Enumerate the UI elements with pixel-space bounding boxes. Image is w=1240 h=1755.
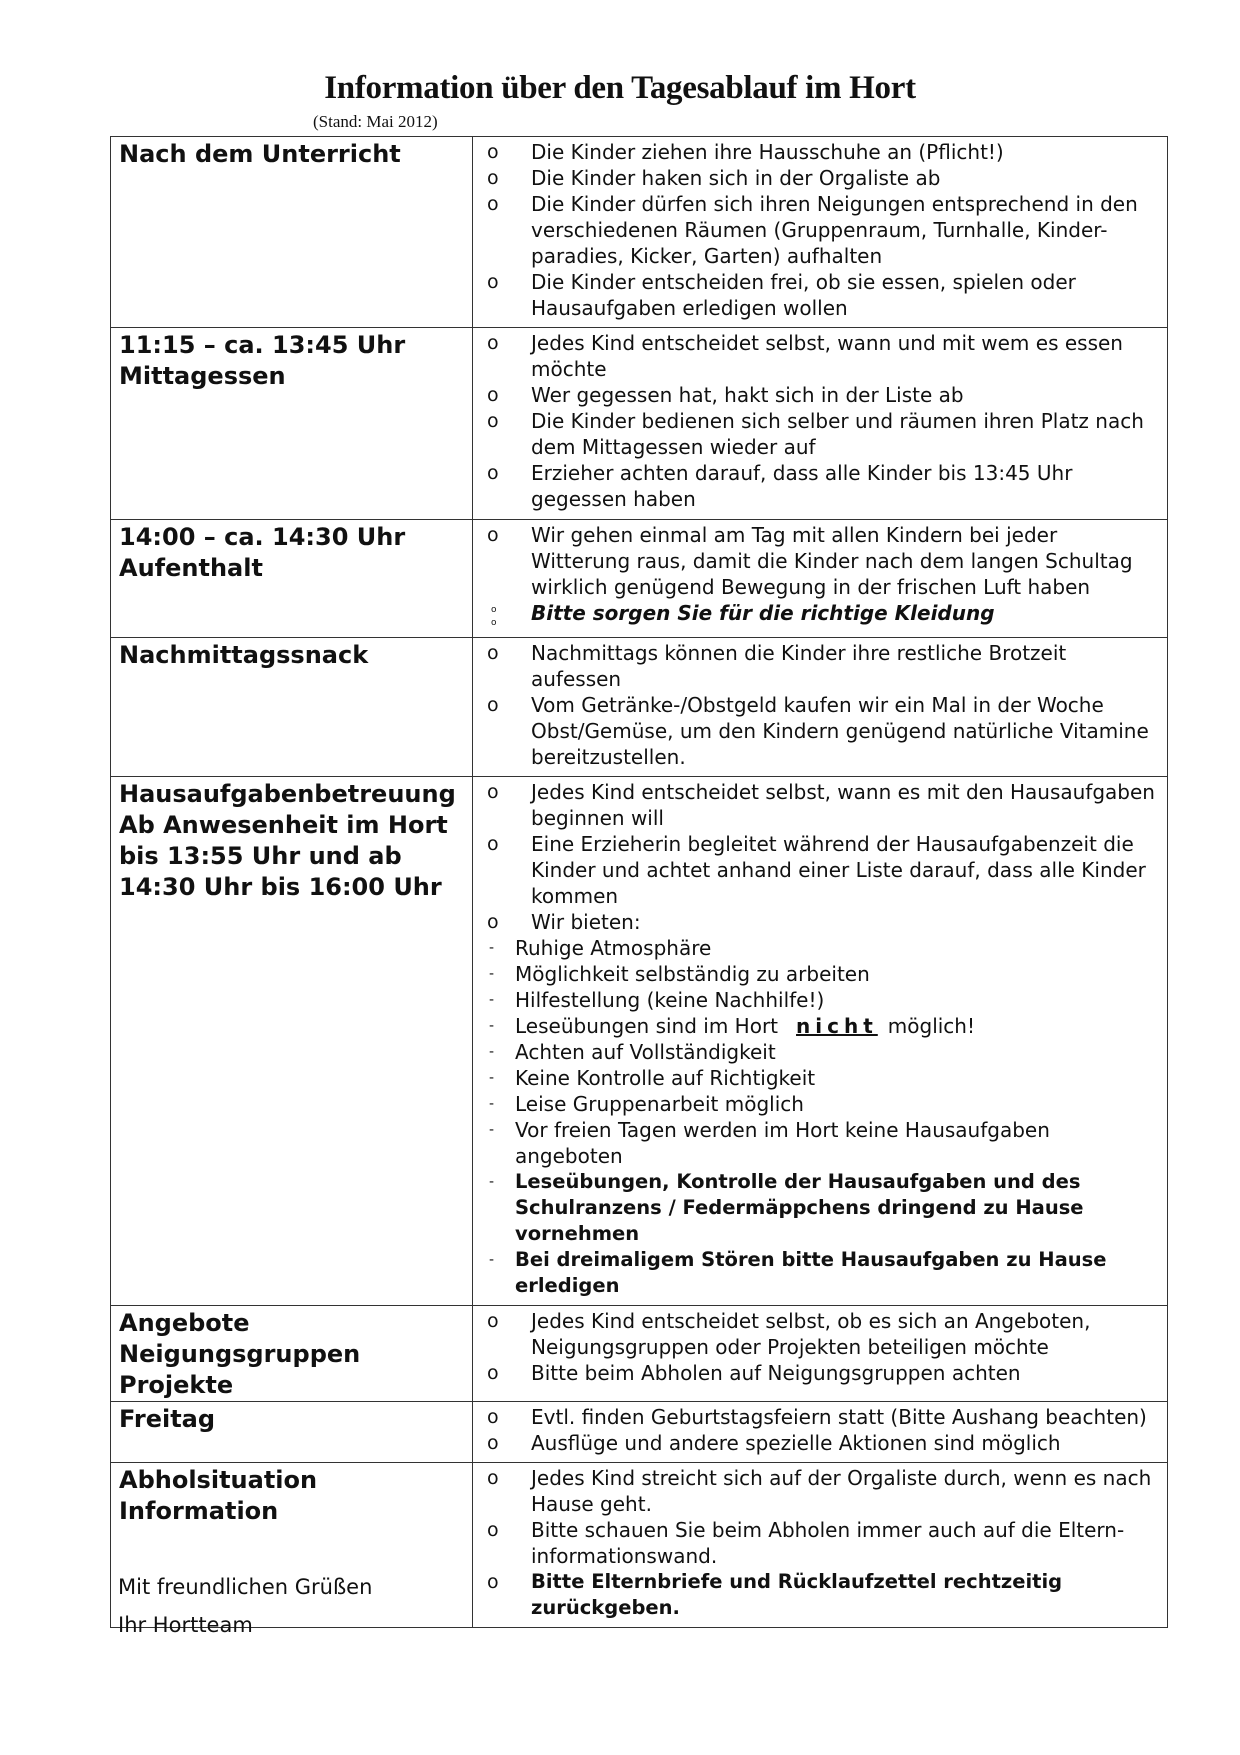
list-item: o Nachmittags können die Kinder ihre restliche Brotzeit aufessen bbox=[487, 641, 1067, 691]
schedule-table bbox=[110, 136, 1168, 1628]
small-bullet-icon: o bbox=[491, 605, 497, 615]
bullet-icon: o bbox=[487, 167, 499, 189]
row-heading-line: Hausaufgabenbetreuung bbox=[119, 780, 456, 808]
row-content bbox=[473, 1306, 1168, 1402]
small-bullet-icon: o bbox=[491, 618, 497, 628]
dash-icon: - bbox=[489, 1122, 495, 1138]
page-title: Information über den Tagesablauf im Hort bbox=[324, 70, 916, 106]
closing-greeting: Mit freundlichen Grüßen bbox=[118, 1575, 373, 1599]
row-content bbox=[473, 520, 1168, 638]
row-heading-line: Angebote bbox=[119, 1309, 250, 1337]
list-item: o Bitte Elternbriefe und Rücklaufzettel rechtzeitig zurückgeben. bbox=[487, 1570, 1063, 1619]
list-item: o Evtl. finden Geburtstagsfeiern statt (Bitte Aushang beachten) bbox=[487, 1405, 1147, 1429]
row-heading bbox=[111, 328, 473, 520]
dash-icon: - bbox=[489, 1252, 495, 1268]
row-heading-line: 14:30 Uhr bis 16:00 Uhr bbox=[119, 873, 442, 901]
row-content bbox=[473, 1402, 1168, 1463]
list-item: o Die Kinder entscheiden frei, ob sie essen, spielen oder Hausaufgaben erledigen wollen bbox=[487, 270, 1076, 320]
row-heading bbox=[111, 520, 473, 638]
sub-list-item: - Leise Gruppenarbeit möglich bbox=[489, 1092, 804, 1116]
row-heading-line: bis 13:55 Uhr und ab bbox=[119, 842, 402, 870]
sub-list-item: - Hilfestellung (keine Nachhilfe!) bbox=[489, 988, 825, 1012]
list-item: o Bitte beim Abholen auf Neigungsgruppen achten bbox=[487, 1361, 1021, 1385]
table-row bbox=[111, 638, 1168, 777]
sub-list-item: - Ruhige Atmosphäre bbox=[489, 936, 712, 960]
row-heading-line: Projekte bbox=[119, 1371, 234, 1399]
row-heading-line: Freitag bbox=[119, 1405, 216, 1433]
list-item: o Die Kinder ziehen ihre Hausschuhe an (Pflicht!) bbox=[487, 140, 1004, 164]
row-heading bbox=[111, 1402, 473, 1463]
bullet-icon: o bbox=[487, 833, 499, 855]
bullet-icon: o bbox=[487, 524, 499, 546]
row-heading-line: Ab Anwesenheit im Hort bbox=[119, 811, 448, 839]
row-heading-line: Neigungsgruppen bbox=[119, 1340, 361, 1368]
bullet-icon: o bbox=[487, 271, 499, 293]
list-item: o Jedes Kind entscheidet selbst, wann es mit den Hausaufgaben beginnen will bbox=[487, 780, 1155, 830]
list-item: o Jedes Kind entscheidet selbst, ob es sich an Angeboten, Neigungsgruppen oder Projekten beteiligen möchte bbox=[487, 1309, 1091, 1359]
table-row bbox=[111, 520, 1168, 638]
dash-icon: - bbox=[489, 1044, 495, 1060]
dash-icon: - bbox=[489, 940, 495, 956]
row-heading bbox=[111, 1306, 473, 1402]
bullet-icon: o bbox=[487, 141, 499, 163]
dash-icon: - bbox=[489, 1018, 495, 1034]
row-heading bbox=[111, 137, 473, 328]
sub-list-item: - Keine Kontrolle auf Richtigkeit bbox=[489, 1066, 816, 1090]
dash-icon: - bbox=[489, 966, 495, 982]
bullet-icon: o bbox=[487, 1432, 499, 1454]
list-item: o Die Kinder bedienen sich selber und räumen ihren Platz nach dem Mittagessen wieder auf bbox=[487, 409, 1144, 459]
list-item: o Ausflüge und andere spezielle Aktionen sind möglich bbox=[487, 1431, 1061, 1455]
bullet-icon: o bbox=[487, 642, 499, 664]
bullet-icon: o bbox=[487, 193, 499, 215]
bullet-icon: o bbox=[487, 1362, 499, 1384]
list-item: o Wir gehen einmal am Tag mit allen Kindern bei jeder Witterung raus, damit die Kinder nach dem langen Schultag wirklich genügend Bewegung in der frischen Luft haben bbox=[487, 523, 1133, 599]
row-heading bbox=[111, 1463, 473, 1628]
bullet-icon: o bbox=[487, 911, 499, 933]
clothing-notice: Bitte sorgen Sie für die richtige Kleidung bbox=[531, 601, 995, 625]
table-row bbox=[111, 1402, 1168, 1463]
bullet-icon: o bbox=[487, 1467, 499, 1489]
sub-list-item: - Bei dreimaligem Stören bitte Hausaufgaben zu Hause erledigen bbox=[489, 1248, 1107, 1297]
bullet-icon: o bbox=[487, 1571, 499, 1593]
row-heading-line: Nachmittagssnack bbox=[119, 641, 369, 669]
dash-icon: - bbox=[489, 1070, 495, 1086]
row-heading bbox=[111, 638, 473, 777]
bullet-icon: o bbox=[487, 410, 499, 432]
bullet-icon: o bbox=[487, 1519, 499, 1541]
list-item bbox=[487, 600, 1159, 626]
row-heading-line: 14:00 – ca. 14:30 Uhr bbox=[119, 523, 406, 551]
dash-icon: - bbox=[489, 1174, 495, 1190]
bullet-icon: o bbox=[487, 462, 499, 484]
row-heading-line: Information bbox=[119, 1497, 279, 1525]
row-heading-line: 11:15 – ca. 13:45 Uhr bbox=[119, 331, 406, 359]
dash-icon: - bbox=[489, 1096, 495, 1112]
row-content bbox=[473, 638, 1168, 777]
row-content bbox=[473, 777, 1168, 1306]
list-item: o Eine Erzieherin begleitet während der Hausaufgabenzeit die Kinder und achtet anhand einer Liste darauf, dass alle Kinder kommen bbox=[487, 832, 1146, 908]
sub-list-item: - Achten auf Vollständigkeit bbox=[489, 1040, 776, 1064]
nicht-emphasis: nicht bbox=[796, 1014, 878, 1038]
row-heading-line: Nach dem Unterricht bbox=[119, 140, 401, 168]
sub-list-item: - Möglichkeit selbständig zu arbeiten bbox=[489, 962, 870, 986]
stand-date: (Stand: Mai 2012) bbox=[313, 112, 438, 131]
closing-signature: Ihr Hortteam bbox=[118, 1613, 253, 1637]
list-item: o Wir bieten: bbox=[487, 910, 641, 934]
list-item: o Die Kinder dürfen sich ihren Neigungen entsprechend in den verschiedenen Räumen (Gruppenraum, Turnhalle, Kinder-paradies, Kicker, Garten) aufhalten bbox=[487, 192, 1138, 268]
dash-icon: - bbox=[489, 992, 495, 1008]
row-heading bbox=[111, 777, 473, 1306]
table-row bbox=[111, 1463, 1168, 1628]
table-row bbox=[111, 1306, 1168, 1402]
bullet-icon: o bbox=[487, 384, 499, 406]
bullet-icon: o bbox=[487, 1310, 499, 1332]
sub-list-item: - Leseübungen sind im Hort nicht möglich! bbox=[489, 1014, 975, 1038]
list-item: o Bitte schauen Sie beim Abholen immer auch auf die Eltern-informationswand. bbox=[487, 1518, 1125, 1568]
bullet-icon: o bbox=[487, 694, 499, 716]
bullet-icon: o bbox=[487, 332, 499, 354]
row-heading-line: Aufenthalt bbox=[119, 554, 263, 582]
list-item: o Die Kinder haken sich in der Orgaliste ab bbox=[487, 166, 941, 190]
row-content bbox=[473, 137, 1168, 328]
table-row bbox=[111, 777, 1168, 1306]
list-item: o Vom Getränke-/Obstgeld kaufen wir ein Mal in der Woche Obst/Gemüse, um den Kindern genügend natürliche Vitamine bereitzustellen. bbox=[487, 693, 1149, 769]
list-item: o Wer gegessen hat, hakt sich in der Liste ab bbox=[487, 383, 964, 407]
row-heading-line: Abholsituation bbox=[119, 1466, 318, 1494]
list-item: o Jedes Kind streicht sich auf der Orgaliste durch, wenn es nach Hause geht. bbox=[487, 1466, 1152, 1516]
table-row bbox=[111, 137, 1168, 328]
sub-list-item: - Leseübungen, Kontrolle der Hausaufgaben und des Schulranzens / Federmäppchens dringend zu Hause vornehmen bbox=[489, 1170, 1084, 1245]
sub-list-item: - Vor freien Tagen werden im Hort keine Hausaufgaben angeboten bbox=[489, 1118, 1050, 1168]
list-item: o Erzieher achten darauf, dass alle Kinder bis 13:45 Uhr gegessen haben bbox=[487, 461, 1073, 511]
row-content bbox=[473, 328, 1168, 520]
list-item: o Jedes Kind entscheidet selbst, wann und mit wem es essen möchte bbox=[487, 331, 1123, 381]
table-row bbox=[111, 328, 1168, 520]
row-heading-line: Mittagessen bbox=[119, 362, 286, 390]
row-content bbox=[473, 1463, 1168, 1628]
bullet-icon: o bbox=[487, 1406, 499, 1428]
bullet-icon: o bbox=[487, 781, 499, 803]
